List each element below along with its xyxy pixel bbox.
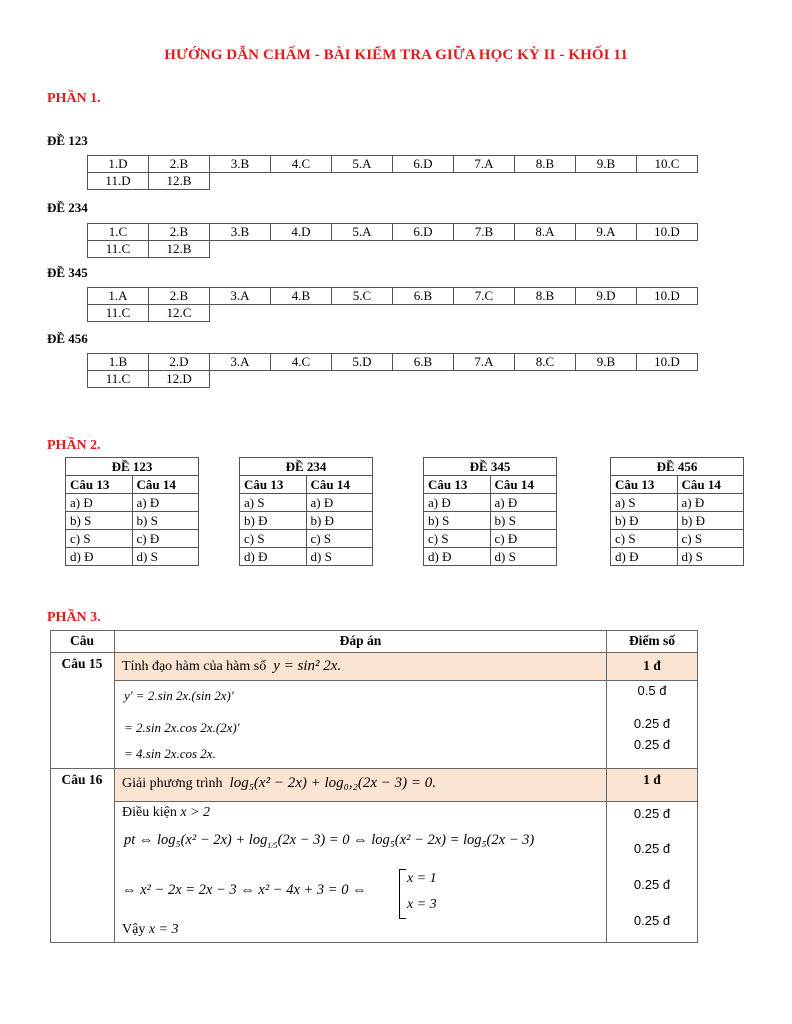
part2-answer-cell: a) Đ — [677, 494, 744, 512]
part1-answer-table — [87, 223, 698, 258]
q15-step2: = 2.sin 2x.cos 2x.(2x)′ — [124, 720, 240, 735]
part2-answer-cell: c) S — [424, 530, 491, 548]
part2-answer-cell: b) Đ — [306, 512, 373, 530]
answer-cell: 10.D — [637, 354, 698, 371]
answer-cell: 3.B — [210, 156, 271, 173]
part2-col-header: Câu 13 — [66, 476, 133, 494]
part2-code-label: ĐỀ 234 — [240, 458, 373, 476]
answer-cell: 4.C — [271, 354, 332, 371]
part1-code-label: ĐỀ 234 — [47, 200, 88, 215]
part2-table — [423, 457, 557, 566]
q15-point-3: 0.25 đ — [633, 737, 671, 752]
part2-answer-cell: c) S — [677, 530, 744, 548]
part2-col-header: Câu 14 — [132, 476, 199, 494]
answer-cell: 8.B — [515, 156, 576, 173]
answer-cell: 2.D — [149, 354, 210, 371]
part2-col-header: Câu 14 — [490, 476, 557, 494]
part2-answer-cell: d) S — [132, 548, 199, 566]
part1-code-label: ĐỀ 123 — [47, 133, 88, 148]
q16-point-1: 0.25 đ — [633, 806, 671, 821]
part2-table — [65, 457, 199, 566]
answer-cell: 6.B — [393, 288, 454, 305]
answer-cell: 5.C — [332, 288, 393, 305]
answer-cell: 10.C — [637, 156, 698, 173]
answer-cell: 8.A — [515, 224, 576, 241]
answer-cell: 6.D — [393, 224, 454, 241]
part2-col-header: Câu 13 — [611, 476, 678, 494]
part2-answer-cell: c) Đ — [132, 530, 199, 548]
part2-answer-cell: a) S — [240, 494, 307, 512]
page-title: HƯỚNG DẪN CHẤM - BÀI KIỂM TRA GIỮA HỌC KỲ II - KHỐI 11 — [164, 47, 628, 63]
answer-cell: 1.D — [88, 156, 149, 173]
q16-step2: pt ⇔ $\log_5(x^2 - 2x) + \log_{1/5}(2x - 3) = 0$ ⇔ log₅(x² − 2x) = log₅(2x − 3) — [124, 832, 535, 850]
part2-answer-cell: c) Đ — [490, 530, 557, 548]
answer-cell: 4.B — [271, 288, 332, 305]
answer-cell: 9.B — [576, 354, 637, 371]
part1-heading: PHẦN 1. — [47, 91, 101, 106]
part2-answer-cell: a) Đ — [306, 494, 373, 512]
answer-cell: 9.A — [576, 224, 637, 241]
part2-answer-cell: a) S — [611, 494, 678, 512]
answer-cell: 7.A — [454, 354, 515, 371]
part1-code-label: ĐỀ 345 — [47, 265, 88, 280]
answer-cell: 8.C — [515, 354, 576, 371]
part2-answer-cell: d) S — [306, 548, 373, 566]
answer-cell: 7.C — [454, 288, 515, 305]
answer-cell: 4.D — [271, 224, 332, 241]
part2-answer-cell: d) S — [490, 548, 557, 566]
answer-cell: 12.D — [149, 371, 210, 388]
q16-point-2: 0.25 đ — [633, 841, 671, 856]
answer-cell: 9.B — [576, 156, 637, 173]
col-header-diem: Điểm số — [628, 633, 676, 648]
part2-answer-cell: d) Đ — [240, 548, 307, 566]
answer-cell: 10.D — [637, 288, 698, 305]
part1-code-label: ĐỀ 456 — [47, 331, 88, 346]
part2-answer-cell: b) S — [490, 512, 557, 530]
part2-col-header: Câu 13 — [424, 476, 491, 494]
part2-answer-cell: c) S — [611, 530, 678, 548]
answer-cell: 11.C — [88, 371, 149, 388]
part2-answer-cell: b) S — [424, 512, 491, 530]
part2-answer-cell: a) Đ — [66, 494, 133, 512]
part2-answer-cell: d) Đ — [424, 548, 491, 566]
root-bracket — [399, 869, 406, 919]
part2-col-header: Câu 14 — [306, 476, 373, 494]
part2-answer-cell: a) Đ — [424, 494, 491, 512]
answer-cell: 4.C — [271, 156, 332, 173]
part2-col-header: Câu 13 — [240, 476, 307, 494]
answer-cell: 10.D — [637, 224, 698, 241]
part2-answer-cell: b) S — [66, 512, 133, 530]
part2-answer-cell: b) S — [132, 512, 199, 530]
q15-step1: y' = 2.sin 2x.(sin 2x)′ — [124, 688, 234, 703]
answer-cell: 1.A — [88, 288, 149, 305]
q16-root-1: x = 1 — [407, 871, 437, 886]
part2-code-label: ĐỀ 345 — [424, 458, 557, 476]
part2-answer-cell: c) S — [66, 530, 133, 548]
answer-cell: 5.A — [332, 156, 393, 173]
part2-heading: PHẦN 2. — [47, 438, 101, 453]
answer-cell: 12.B — [149, 173, 210, 190]
part2-answer-cell: c) S — [240, 530, 307, 548]
q15-prompt: Tính đạo hàm của hàm số y = sin² 2x. — [122, 658, 342, 674]
part1-answer-table — [87, 353, 698, 388]
answer-cell: 7.B — [454, 224, 515, 241]
q15-label: Câu 15 — [61, 656, 103, 671]
answer-cell: 7.A — [454, 156, 515, 173]
part2-answer-cell: b) Đ — [677, 512, 744, 530]
col-header-dapan: Đáp án — [339, 633, 382, 648]
part2-col-header: Câu 14 — [677, 476, 744, 494]
answer-cell: 2.B — [149, 224, 210, 241]
part2-answer-cell: a) Đ — [132, 494, 199, 512]
answer-cell: 11.C — [88, 241, 149, 258]
part1-answer-table — [87, 287, 698, 322]
q16-label: Câu 16 — [61, 772, 103, 787]
answer-cell: 6.B — [393, 354, 454, 371]
answer-cell: 11.D — [88, 173, 149, 190]
part2-answer-cell: c) S — [306, 530, 373, 548]
q15-point-2: 0.25 đ — [633, 716, 671, 731]
answer-cell: 12.C — [149, 305, 210, 322]
answer-cell: 5.D — [332, 354, 393, 371]
q15-point-1: 0.5 đ — [637, 683, 667, 698]
q16-score: 1 đ — [643, 772, 661, 787]
answer-cell: 5.A — [332, 224, 393, 241]
q16-point-4: 0.25 đ — [633, 913, 671, 928]
answer-cell: 3.B — [210, 224, 271, 241]
answer-cell: 2.B — [149, 288, 210, 305]
answer-cell: 3.A — [210, 288, 271, 305]
q16-root-2: x = 3 — [407, 897, 437, 912]
answer-cell: 11.C — [88, 305, 149, 322]
q16-final: Vậy x = 3 — [122, 922, 179, 937]
answer-cell: 12.B — [149, 241, 210, 258]
q16-condition: Điều kiện x > 2 — [122, 805, 210, 820]
part1-answer-table — [87, 155, 698, 190]
q15-step3: = 4.sin 2x.cos 2x. — [124, 746, 216, 761]
q15-score: 1 đ — [643, 658, 661, 673]
part2-table — [610, 457, 744, 566]
part2-answer-cell: d) Đ — [66, 548, 133, 566]
part3-heading: PHẦN 3. — [47, 610, 101, 625]
q16-point-3: 0.25 đ — [633, 877, 671, 892]
answer-cell: 1.B — [88, 354, 149, 371]
part2-answer-cell: b) Đ — [240, 512, 307, 530]
part2-answer-cell: a) Đ — [490, 494, 557, 512]
part2-answer-cell: b) Đ — [611, 512, 678, 530]
part2-answer-cell: d) S — [677, 548, 744, 566]
q16-prompt: Giải phương trình log₅(x² − 2x) + log₀,₂(2x − 3) = 0. — [122, 775, 436, 791]
col-header-cau: Câu — [69, 633, 94, 648]
answer-cell: 2.B — [149, 156, 210, 173]
answer-cell: 1.C — [88, 224, 149, 241]
answer-cell: 6.D — [393, 156, 454, 173]
q16-step3: ⇔ x² − 2x = 2x − 3 ⇔ x² − 4x + 3 = 0 ⇔ — [122, 882, 367, 898]
answer-cell: 9.D — [576, 288, 637, 305]
part2-table — [239, 457, 373, 566]
part3-table — [50, 630, 698, 943]
answer-cell: 3.A — [210, 354, 271, 371]
part2-answer-cell: d) Đ — [611, 548, 678, 566]
part2-code-label: ĐỀ 456 — [611, 458, 744, 476]
answer-cell: 8.B — [515, 288, 576, 305]
part2-code-label: ĐỀ 123 — [66, 458, 199, 476]
